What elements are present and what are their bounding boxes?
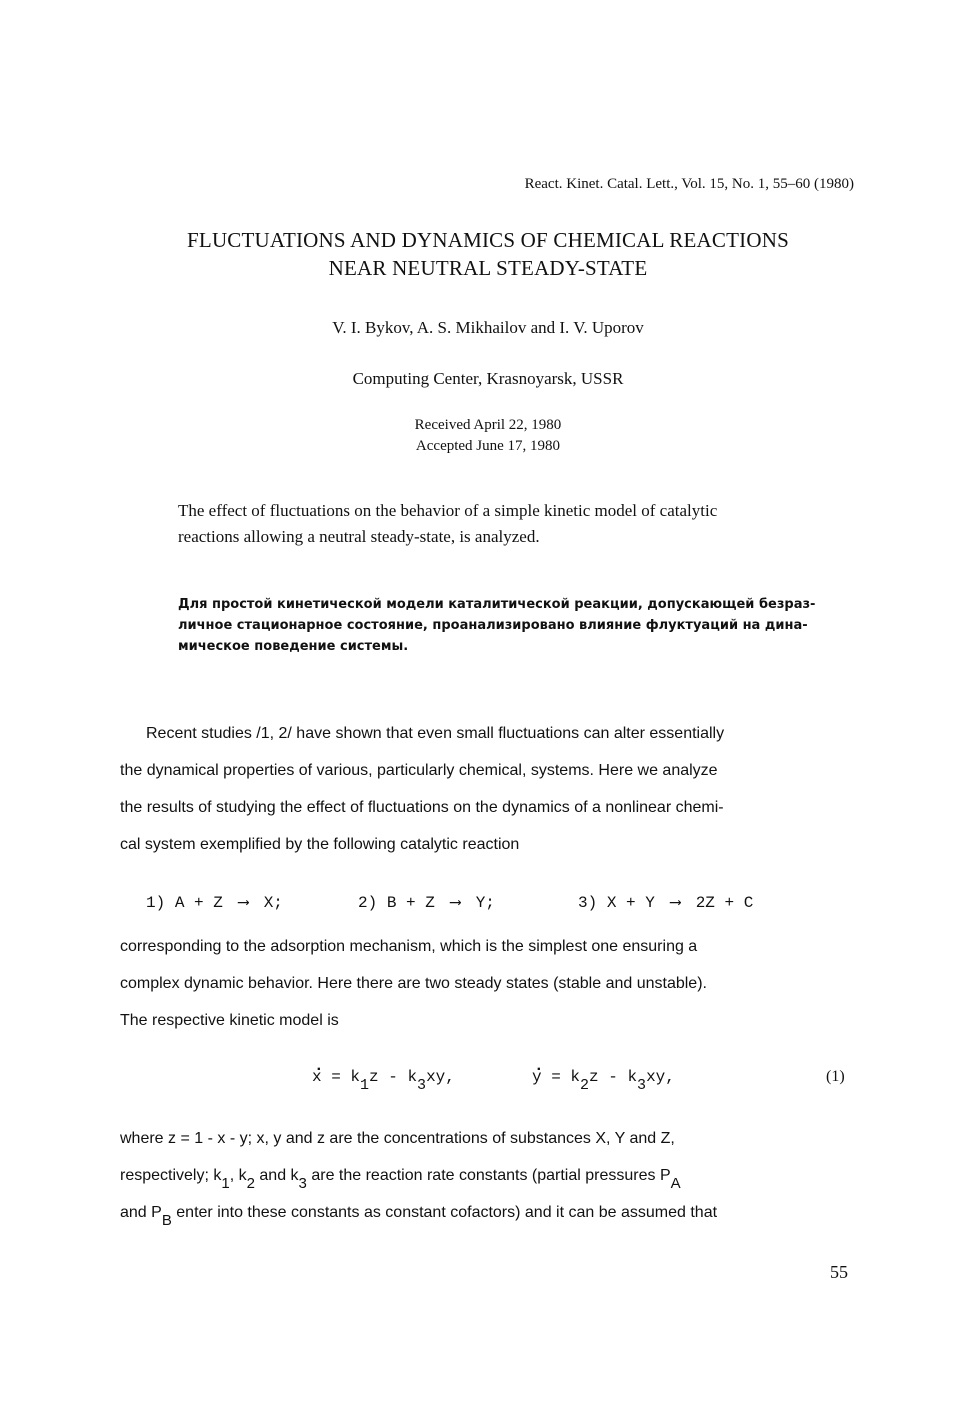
text-run: enter into these constants as constant cofactors) and it can be assumed that [171,1204,718,1221]
math-run: Z, [660,1130,675,1147]
paragraph-line: cal system exemplified by the following catalytic reaction [120,836,520,853]
subscript: 3 [417,1077,427,1094]
reaction-number: 2) [358,894,378,912]
text-run: and [254,1167,291,1184]
reaction-number: 3) [578,894,598,912]
math-run: k [213,1167,222,1184]
reaction-lhs: A + Z [174,894,223,912]
authors: V. I. Bykov, A. S. Mikhailov and I. V. Uporov [332,318,644,337]
eq-term: xy, [646,1068,675,1086]
reaction-rhs: X; [263,894,283,912]
eq-term: z - k [589,1068,638,1086]
paragraph-intro [120,715,724,863]
eq-term: = k [321,1068,361,1086]
paragraph-line: corresponding to the adsorption mechanism, which is the simplest one ensuring a [120,938,698,955]
received-date: Received April 22, 1980 [414,417,562,433]
paragraph-line: the dynamical properties of various, particularly chemical, systems. Here we analyze [120,762,718,779]
math-run: z = 1 - x - y; [168,1130,253,1147]
reaction-rhs: 2Z + C [695,894,754,912]
subscript: 2 [246,1175,255,1192]
subscript: A [670,1175,681,1192]
paragraph-line: complex dynamic behavior. Here there are two steady states (stable and unstable). [120,975,707,992]
reaction-number: 1) [146,894,166,912]
equation-number: (1) [826,1068,845,1085]
paper-title-line-1: FLUCTUATIONS AND DYNAMICS OF CHEMICAL REACTIONS [187,228,789,252]
text-run: are the reaction rate constants (partial pressures [306,1167,660,1184]
accepted-date: Accepted June 17, 1980 [415,438,561,454]
eq-term: xy, [426,1068,455,1086]
arrow-icon: ⟶ [450,894,461,912]
text-run: and [281,1130,317,1147]
abstract-ru-line: Для простой кинетической модели каталитической реакции, допускающей безраз- [178,597,816,612]
x-variable: . x [312,1068,322,1086]
math-run: , k [229,1167,247,1184]
math-run: z [316,1130,325,1147]
paragraph-line: Recent studies /1, 2/ have shown that even small fluctuations can alter essentially [146,725,725,742]
text-run: respectively; [120,1167,214,1184]
abstract-ru-line: мическое поведение системы. [178,639,409,654]
eq-term: z - k [369,1068,418,1086]
subscript: 3 [637,1077,647,1094]
text-run: are the concentrations of substances [324,1130,596,1147]
math-run: x, y [256,1130,282,1147]
paragraph-line: the results of studying the effect of fluctuations on the dynamics of a nonlinear chemi- [120,799,724,816]
subscript: B [161,1212,172,1229]
text-run: and [120,1204,152,1221]
journal-citation: React. Kinet. Catal. Lett., Vol. 15, No. 1, 55–60 (1980) [524,176,854,192]
paper-title-line-2: NEAR NEUTRAL STEADY-STATE [328,256,648,280]
affiliation: Computing Center, Krasnoyarsk, USSR [352,369,624,388]
reaction-rhs: Y; [475,894,495,912]
arrow-icon: ⟶ [238,894,249,912]
abstract-line: The effect of fluctuations on the behavior of a simple kinetic model of catalytic [178,501,718,520]
reaction-3 [578,892,753,912]
eq-term: = k [541,1068,581,1086]
math-run: P [151,1204,162,1221]
equation-x-dot [312,1068,455,1094]
math-run: P [659,1167,671,1184]
paragraph-line [120,1130,717,1167]
math-run: X, Y [595,1130,626,1147]
subscript: 3 [298,1175,307,1192]
text-run: and [625,1130,661,1147]
paragraph-line [120,1167,717,1204]
abstract [178,498,898,550]
text-run: where [120,1130,169,1147]
subscript: 1 [221,1175,230,1192]
subscript: 2 [580,1077,590,1094]
subscript: 1 [360,1077,370,1094]
abstract-ru-line: личное стационарное состояние, проанализировано влияние флуктуаций на дина- [178,618,808,633]
math-run: k [290,1167,299,1184]
equation-y-dot [532,1068,675,1094]
paragraph-line [120,1204,717,1241]
paragraph-line: The respective kinetic model is [120,1012,339,1029]
paragraph-definitions [120,1130,717,1241]
reaction-lhs: X + Y [606,894,655,912]
y-variable: . y [532,1068,542,1086]
reaction-lhs: B + Z [386,894,435,912]
abstract-russian [178,594,815,657]
reaction-2 [358,892,495,912]
arrow-icon: ⟶ [670,894,681,912]
reaction-1 [146,892,283,912]
abstract-line: reactions allowing a neutral steady-state, is analyzed. [178,527,540,546]
page-number: 55 [830,1262,848,1282]
paragraph-mechanism [120,928,707,1039]
